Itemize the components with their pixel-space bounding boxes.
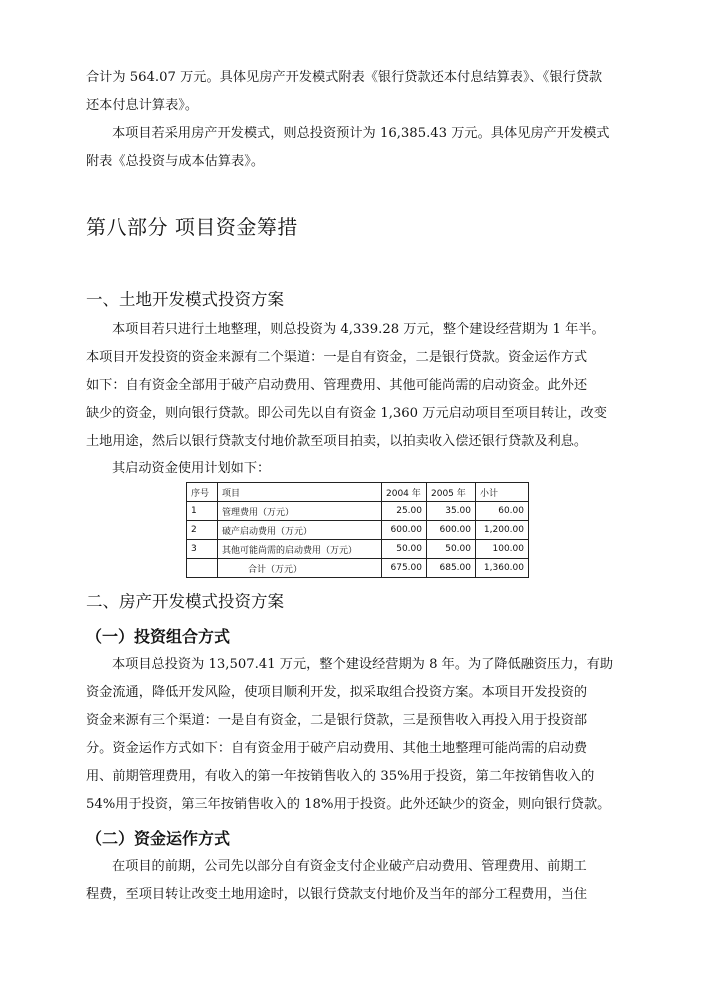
table-cell: 2: [187, 521, 218, 540]
header-cell: 小计: [476, 483, 529, 502]
table-row: [187, 521, 529, 540]
subsection-heading: （二）资金运作方式: [86, 829, 231, 848]
text-line: 程费，至项目转让改变土地用途时，以银行贷款支付地价及当年的部分工程费用，当住: [86, 887, 588, 902]
table-cell: 600.00: [427, 521, 476, 540]
text-line: 本项目若只进行土地整理，则总投资为 4,339.28 万元，整个建设经营期为 1 年半。: [112, 322, 605, 337]
subsection-heading: （一）投资组合方式: [86, 627, 231, 646]
table-cell: 破产启动费用（万元）: [218, 521, 382, 540]
text-line: 54%用于投资，第三年按销售收入的 18%用于投资。此外还缺少的资金，则向银行贷款。: [86, 797, 611, 812]
text-line: 资金流通，降低开发风险，使项目顺利开发，拟采取组合投资方案。本项目开发投资的: [86, 685, 588, 700]
text-line: 缺少的资金，则向银行贷款。即公司先以自有资金 1,360 万元启动项目至项目转让，改变: [86, 406, 607, 421]
part-heading: 第八部分 项目资金筹措: [86, 215, 298, 239]
header-cell: 序号: [187, 483, 218, 502]
text-line: 本项目若采用房产开发模式，则总投资预计为 16,385.43 万元。具体见房产开发模式: [112, 126, 610, 141]
table-row: [187, 540, 529, 559]
table-row: [187, 502, 529, 521]
header-cell: 项目: [218, 483, 382, 502]
header-cell: 2005 年: [427, 483, 476, 502]
table-cell: 35.00: [427, 502, 476, 521]
text-line: 资金来源有三个渠道：一是自有资金，二是银行贷款，三是预售收入再投入用于投资部: [86, 713, 588, 728]
table-header-row: [187, 483, 529, 502]
table-cell: 3: [187, 540, 218, 559]
table-cell: 其他可能尚需的启动费用（万元）: [218, 540, 382, 559]
text-line: 土地用途，然后以银行贷款支付地价款至项目拍卖，以拍卖收入偿还银行贷款及利息。: [86, 434, 588, 449]
table-cell: 100.00: [476, 540, 529, 559]
text-line: 其启动资金使用计划如下：: [112, 461, 271, 476]
table-cell: 25.00: [382, 502, 427, 521]
table-cell: 1: [187, 502, 218, 521]
table-cell: 合计（万元）: [218, 559, 382, 578]
table-cell: 1,200.00: [476, 521, 529, 540]
text-line: 还本付息计算表》。: [86, 98, 199, 113]
table-cell: 管理费用（万元）: [218, 502, 382, 521]
text-line: 用、前期管理费用，有收入的第一年按销售收入的 35%用于投资，第二年按销售收入的: [86, 769, 595, 784]
table-cell: 60.00: [476, 502, 529, 521]
text-line: 在项目的前期，公司先以部分自有资金支付企业破产启动费用、管理费用、前期工: [112, 859, 587, 874]
text-line: 分。资金运作方式如下：自有资金用于破产启动费用、其他土地整理可能尚需的启动费: [86, 741, 588, 756]
table-cell: 50.00: [382, 540, 427, 559]
text-line: 本项目开发投资的资金来源有二个渠道：一是自有资金，二是银行贷款。资金运作方式: [86, 350, 588, 365]
text-line: 如下：自有资金全部用于破产启动费用、管理费用、其他可能尚需的启动资金。此外还: [86, 378, 588, 393]
section-heading: 二、房产开发模式投资方案: [86, 592, 284, 611]
text-line: 本项目总投资为 13,507.41 万元，整个建设经营期为 8 年。为了降低融资压力，有助: [112, 657, 614, 672]
table-cell: 50.00: [427, 540, 476, 559]
text-line: 附表《总投资与成本估算表》。: [86, 154, 265, 169]
startup-fund-table: [186, 482, 529, 578]
table-cell: 675.00: [382, 559, 427, 578]
section-heading: 一、土地开发模式投资方案: [86, 290, 284, 309]
table-cell: 1,360.00: [476, 559, 529, 578]
header-cell: 2004 年: [382, 483, 427, 502]
text-line: 合计为 564.07 万元。具体见房产开发模式附表《银行贷款还本付息结算表》、《银行贷款: [86, 70, 603, 85]
table-total-row: [187, 559, 529, 578]
table-cell: 600.00: [382, 521, 427, 540]
table-cell: 685.00: [427, 559, 476, 578]
table-cell: [187, 559, 218, 578]
